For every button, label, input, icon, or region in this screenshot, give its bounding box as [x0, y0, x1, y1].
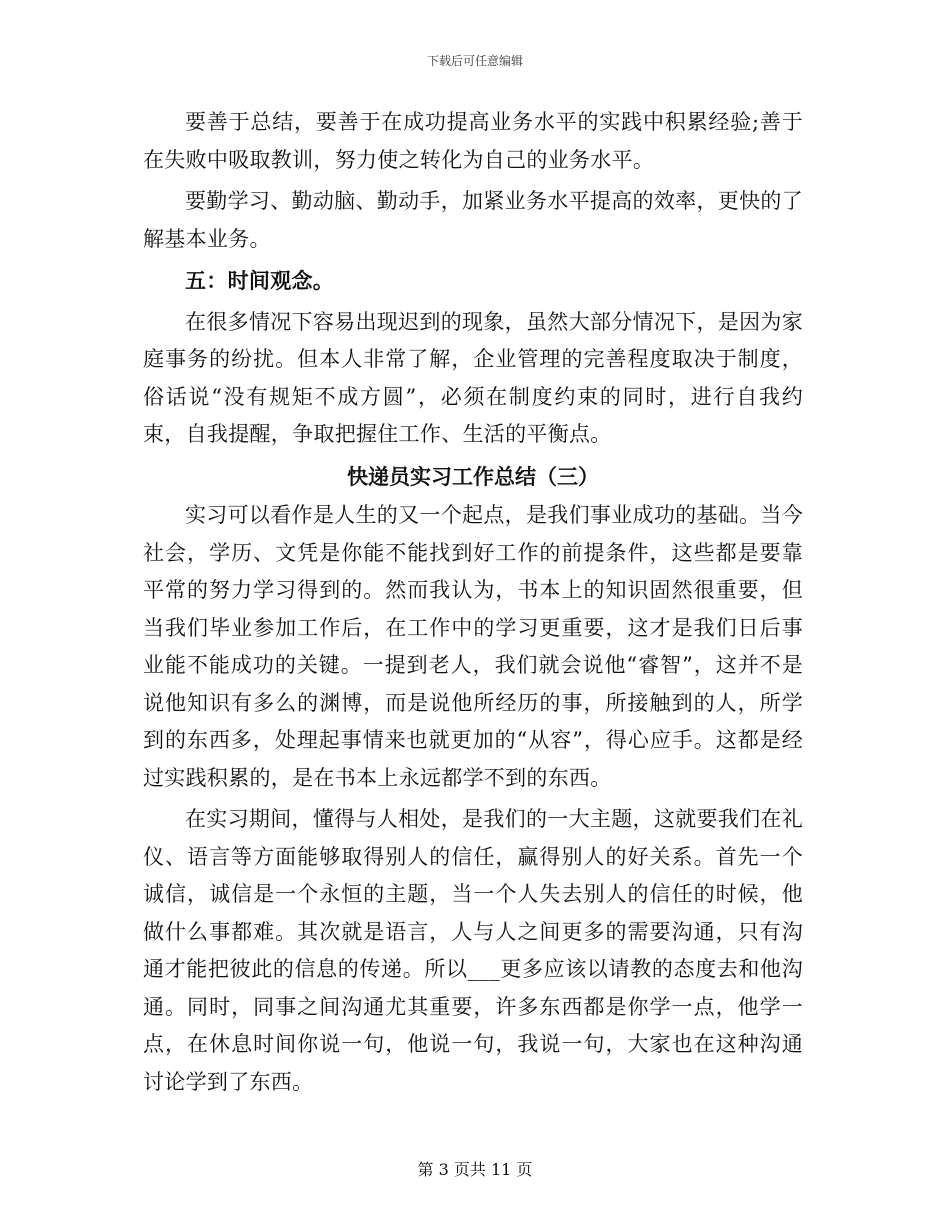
paragraph-communication: 在实习期间，懂得与人相处，是我们的一大主题，这就要我们在礼仪、语言等方面能够取得别人的信任，赢得别人的好关系。首先一个诚信，诚信是一个永恒的主题，当一个人失去别人的信任的时候，他做什么事都难。其次就是语言，人与人之间更多的需要沟通，只有沟通才能把彼此的信息的传递。所以___更多应该以请教的态度去和他沟通。同时，同事之间沟通尤其重要，许多东西都是你学一点，他学一点，在休息时间你说一句，他说一句，我说一句，大家也在这种沟通讨论学到了东西。: [143, 807, 803, 1094]
document-body: [143, 104, 803, 1105]
page-footer: 第 3 页共 11 页: [417, 1160, 533, 1179]
page-header: 下载后可任意编辑: [426, 54, 523, 68]
paragraph-internship-start: 实习可以看作是人生的又一个起点，是我们事业成功的基础。当今社会，学历、文凭是你能不能找到好工作的前提条件，这些都是要靠平常的努力学习得到的。然而我认为，书本上的知识固然很重要，但当我们毕业参加工作后，在工作中的学习更重要，这才是我们日后事业能不能成功的关键。一提到老人，我们就会说他“睿智”，这并不是说他知识有多么的渊博，而是说他所经历的事，所接触到的人，所学到的东西多，处理起事情来也就更加的“从容”，得心应手。这都是经过实践积累的，是在书本上永远都学不到的东西。: [143, 503, 803, 790]
section-heading-time: 五：时间观念。: [185, 268, 335, 293]
paragraph-punctuality: 在很多情况下容易出现迟到的现象，虽然大部分情况下，是因为家庭事务的纷扰。但本人非常了解，企业管理的完善程度取决于制度，俗话说“没有规矩不成方圆”，必须在制度约束的同时，进行自我约束，自我提醒，争取把握住工作、生活的平衡点。: [143, 309, 803, 446]
section-title: 快递员实习工作总结（三）: [347, 463, 599, 489]
paragraph-study: 要勤学习、勤动脑、勤动手，加紧业务水平提高的效率，更快的了解基本业务。: [143, 189, 803, 251]
paragraph-summary: 要善于总结，要善于在成功提高业务水平的实践中积累经验;善于在失败中吸取教训，努力使之转化为自己的业务水平。: [143, 110, 803, 172]
